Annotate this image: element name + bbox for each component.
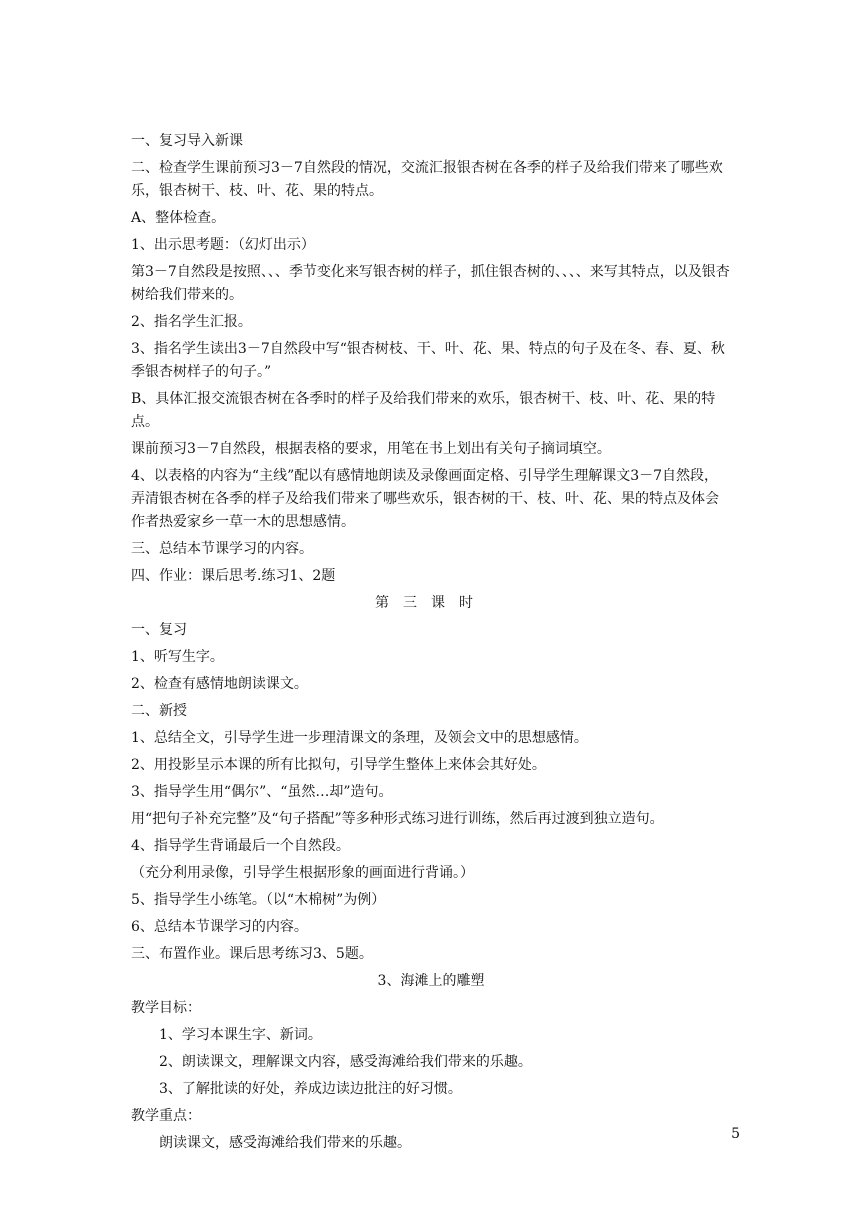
paragraph: 用“把句子补充完整”及“句子搭配”等多种形式练习进行训练，然后再过渡到独立造句。 bbox=[131, 811, 664, 827]
objectives-label: 教学目标： bbox=[131, 1000, 201, 1016]
paragraph: 1、出示思考题：（幻灯出示） bbox=[131, 237, 315, 253]
paragraph: 一、复习 bbox=[131, 622, 187, 638]
lesson-heading: 第三课时 bbox=[375, 595, 487, 611]
paragraph: 4、指导学生背诵最后一个自然段。 bbox=[131, 838, 350, 854]
paragraph: A、整体检查。 bbox=[131, 210, 226, 226]
paragraph: 5、指导学生小练笔。（以“木棉树”为例） bbox=[131, 892, 386, 908]
paragraph: 二、检查学生课前预习3－7自然段的情况，交流汇报银杏树在各季的样子及给我们带来了哪些欢乐，银杏树干、枝、叶、花、果的特点。 bbox=[131, 160, 723, 199]
lesson-title: 3、海滩上的雕塑 bbox=[377, 973, 485, 989]
paragraph: 3、指名学生读出3－7自然段中写“银杏树枝、干、叶、花、果、特点的句子及在冬、春、夏、秋季银杏树样子的句子。” bbox=[131, 341, 725, 380]
objective-item: 2、朗读课文，理解课文内容，感受海滩给我们带来的乐趣。 bbox=[159, 1054, 532, 1070]
paragraph: （充分利用录像，引导学生根据形象的画面进行背诵。） bbox=[131, 865, 474, 881]
objective-item: 1、学习本课生字、新词。 bbox=[159, 1027, 322, 1043]
paragraph: 2、用投影呈示本课的所有比拟句，引导学生整体上来体会其好处。 bbox=[131, 757, 546, 773]
paragraph: 4、以表格的内容为“主线”配以有感情地朗读及录像画面定格、引导学生理解课文3－7自然段，弄清银杏树在各季的样子及给我们带来了哪些欢乐，银杏树的干、枝、叶、花、果的特点及体会作者热爱家乡一草一木的思想感情。 bbox=[131, 468, 719, 530]
document-body bbox=[131, 130, 731, 1159]
paragraph: 2、检查有感情地朗读课文。 bbox=[131, 676, 308, 692]
paragraph: 一、复习导入新课 bbox=[131, 133, 243, 149]
paragraph: 6、总结本节课学习的内容。 bbox=[131, 919, 308, 935]
objective-item: 3、了解批读的好处，养成边读边批注的好习惯。 bbox=[159, 1081, 462, 1097]
paragraph: 第3－7自然段是按照、、、季节变化来写银杏树的样子，抓住银杏树的、、、、来写其特点，以及银杏树给我们带来的。 bbox=[131, 264, 730, 303]
paragraph: 课前预习3－7自然段，根据表格的要求，用笔在书上划出有关句子摘词填空。 bbox=[131, 441, 611, 457]
paragraph: 1、听写生字。 bbox=[131, 649, 224, 665]
paragraph: 三、总结本节课学习的内容。 bbox=[131, 541, 313, 557]
paragraph: 2、指名学生汇报。 bbox=[131, 314, 252, 330]
key-points-label: 教学重点： bbox=[131, 1108, 201, 1124]
page-number: 5 bbox=[731, 1126, 740, 1142]
paragraph: 三、布置作业。课后思考练习3、5题。 bbox=[131, 946, 373, 962]
paragraph: 二、新授 bbox=[131, 703, 187, 719]
paragraph: B、具体汇报交流银杏树在各季时的样子及给我们带来的欢乐，银杏树干、枝、叶、花、果的特点。 bbox=[131, 391, 716, 430]
paragraph: 四、作业：课后思考.练习1、2题 bbox=[131, 568, 336, 584]
paragraph: 1、总结全文，引导学生进一步理清课文的条理，及领会文中的思想感情。 bbox=[131, 730, 588, 746]
paragraph: 3、指导学生用“偶尔”、“虽然…却”造句。 bbox=[131, 784, 393, 800]
key-points-text: 朗读课文，感受海滩给我们带来的乐趣。 bbox=[159, 1135, 411, 1151]
